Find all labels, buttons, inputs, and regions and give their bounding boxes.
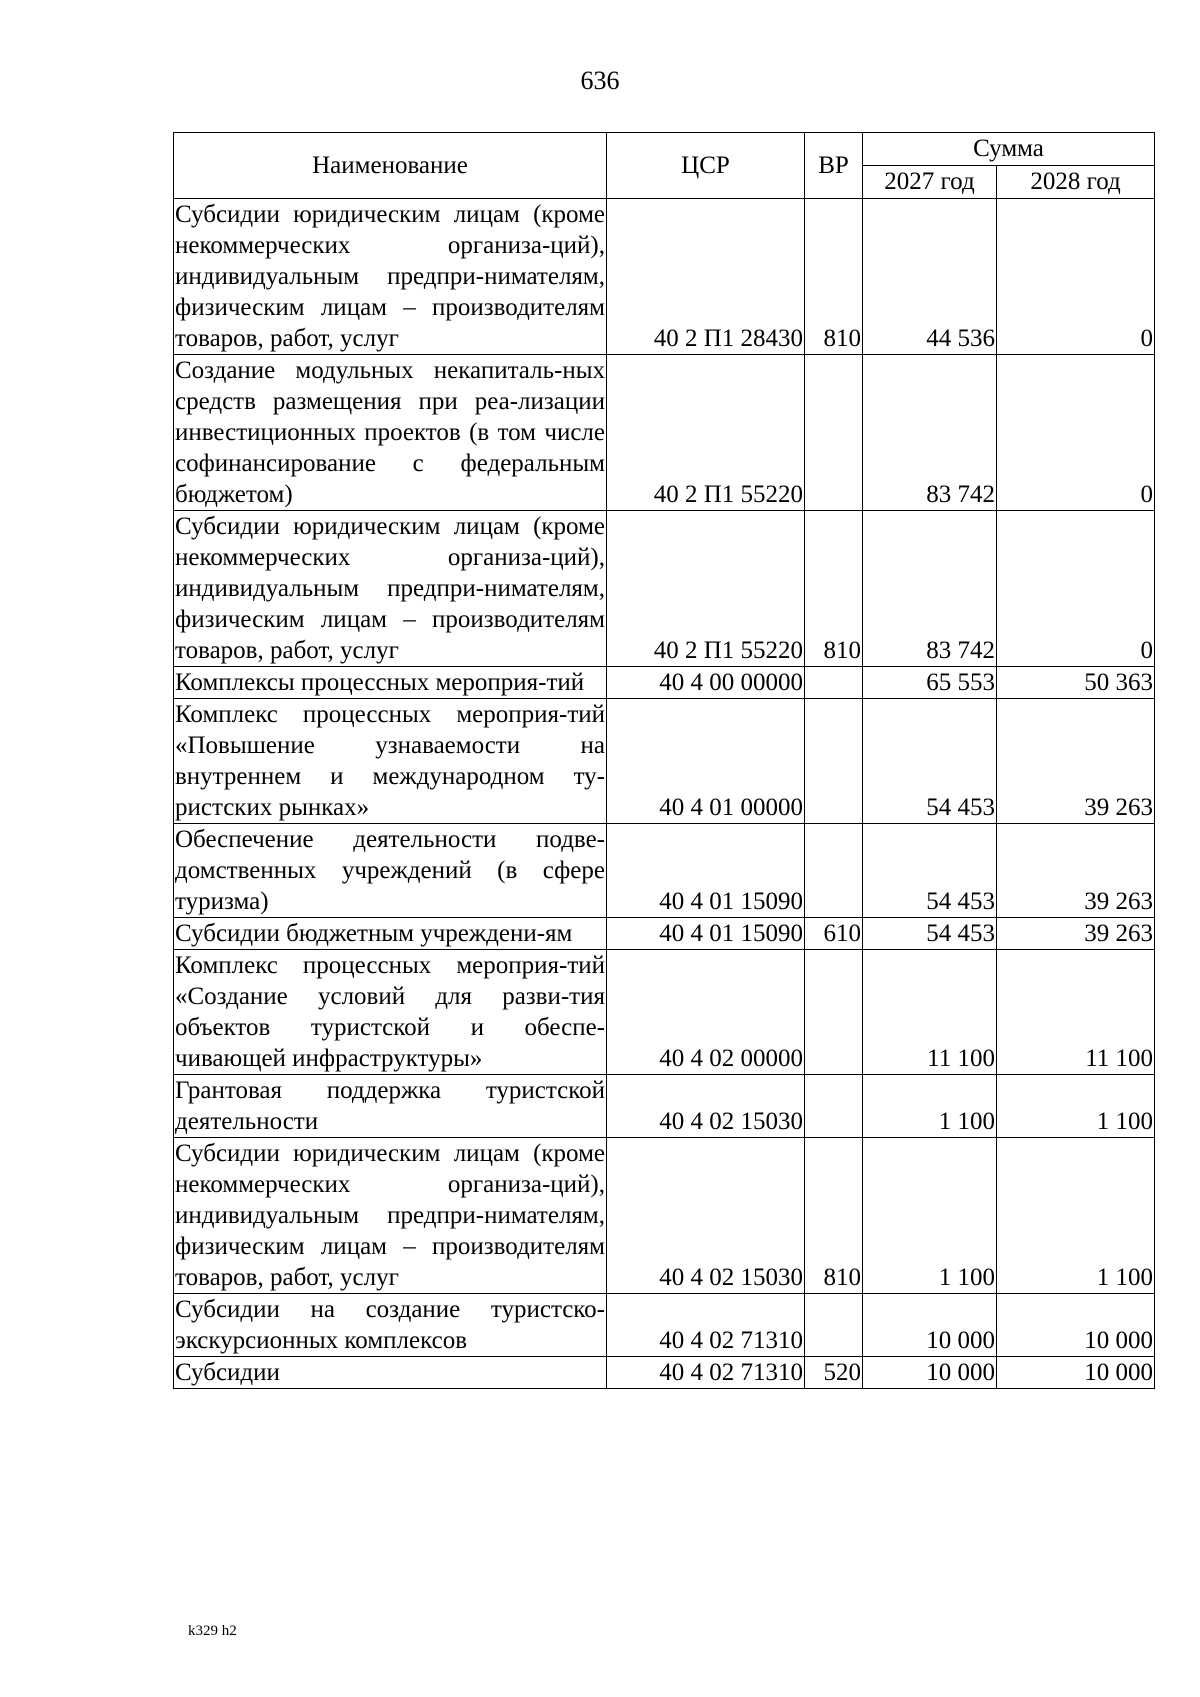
row-2027-cell: 10 000 xyxy=(863,1294,997,1357)
row-2027-cell: 65 553 xyxy=(863,667,997,699)
row-vr-cell xyxy=(805,950,863,1075)
table-row xyxy=(174,1294,1155,1357)
row-vr-cell xyxy=(805,1294,863,1357)
table-row xyxy=(174,1075,1155,1138)
row-csr-cell: 40 4 02 71310 xyxy=(607,1357,805,1389)
row-vr-cell: 810 xyxy=(805,511,863,667)
table-row xyxy=(174,355,1155,511)
budget-table xyxy=(173,132,1155,1389)
row-2028-cell: 0 xyxy=(997,355,1155,511)
row-2027-cell: 11 100 xyxy=(863,950,997,1075)
row-vr-cell: 520 xyxy=(805,1357,863,1389)
row-vr-cell xyxy=(805,1075,863,1138)
row-csr-cell: 40 4 02 00000 xyxy=(607,950,805,1075)
row-2027-cell: 44 536 xyxy=(863,199,997,355)
row-2028-cell: 10 000 xyxy=(997,1357,1155,1389)
row-csr-cell: 40 2 П1 55220 xyxy=(607,355,805,511)
row-name-cell: Создание модульных некапиталь-ных средств размещения при реа-лизации инвестиционных проектов (в том числе софинансирование с федеральным бюджетом) xyxy=(174,355,607,511)
table-row xyxy=(174,824,1155,918)
table-row xyxy=(174,511,1155,667)
row-name-cell: Субсидии юридическим лицам (кроме некоммерческих организа-ций), индивидуальным предпри-нимателям, физическим лицам – производителям товаров, работ, услуг xyxy=(174,1138,607,1294)
row-vr-cell xyxy=(805,824,863,918)
page-number: 636 xyxy=(580,66,620,95)
row-csr-cell: 40 4 01 00000 xyxy=(607,699,805,824)
header-name: Наименование xyxy=(174,133,607,199)
row-2027-cell: 1 100 xyxy=(863,1075,997,1138)
header-vr: ВР xyxy=(805,133,863,199)
row-name-cell: Комплексы процессных мероприя-тий xyxy=(174,667,607,699)
row-2028-cell: 39 263 xyxy=(997,699,1155,824)
row-csr-cell: 40 4 01 15090 xyxy=(607,918,805,950)
row-vr-cell: 810 xyxy=(805,199,863,355)
row-name-cell: Грантовая поддержка туристской деятельности xyxy=(174,1075,607,1138)
row-vr-cell xyxy=(805,667,863,699)
table-row xyxy=(174,918,1155,950)
table-row xyxy=(174,699,1155,824)
row-name-cell: Субсидии юридическим лицам (кроме некоммерческих организа-ций), индивидуальным предпри-нимателям, физическим лицам – производителям товаров, работ, услуг xyxy=(174,511,607,667)
table-row xyxy=(174,950,1155,1075)
table-body xyxy=(174,199,1155,1389)
table-row xyxy=(174,199,1155,355)
row-csr-cell: 40 4 02 15030 xyxy=(607,1075,805,1138)
row-2028-cell: 11 100 xyxy=(997,950,1155,1075)
row-name-cell: Субсидии юридическим лицам (кроме некоммерческих организа-ций), индивидуальным предпри-нимателям, физическим лицам – производителям товаров, работ, услуг xyxy=(174,199,607,355)
row-2028-cell: 1 100 xyxy=(997,1138,1155,1294)
row-csr-cell: 40 4 02 71310 xyxy=(607,1294,805,1357)
row-2027-cell: 83 742 xyxy=(863,511,997,667)
row-2028-cell: 0 xyxy=(997,511,1155,667)
row-csr-cell: 40 4 01 15090 xyxy=(607,824,805,918)
header-sum: Сумма xyxy=(863,133,1155,166)
table-row xyxy=(174,1138,1155,1294)
row-csr-cell: 40 2 П1 28430 xyxy=(607,199,805,355)
row-csr-cell: 40 4 00 00000 xyxy=(607,667,805,699)
row-name-cell: Субсидии на создание туристско-экскурсионных комплексов xyxy=(174,1294,607,1357)
row-2028-cell: 10 000 xyxy=(997,1294,1155,1357)
row-2028-cell: 39 263 xyxy=(997,824,1155,918)
row-2027-cell: 54 453 xyxy=(863,824,997,918)
row-2027-cell: 10 000 xyxy=(863,1357,997,1389)
header-year-2028: 2028 год xyxy=(997,166,1155,199)
row-2028-cell: 0 xyxy=(997,199,1155,355)
row-name-cell: Субсидии xyxy=(174,1357,607,1389)
row-vr-cell xyxy=(805,699,863,824)
row-2028-cell: 1 100 xyxy=(997,1075,1155,1138)
header-csr: ЦСР xyxy=(607,133,805,199)
row-2027-cell: 54 453 xyxy=(863,699,997,824)
row-name-cell: Комплекс процессных мероприя-тий «Повышение узнаваемости на внутреннем и международном ту-ристских рынках» xyxy=(174,699,607,824)
row-2027-cell: 1 100 xyxy=(863,1138,997,1294)
row-2028-cell: 39 263 xyxy=(997,918,1155,950)
row-vr-cell xyxy=(805,355,863,511)
row-vr-cell: 810 xyxy=(805,1138,863,1294)
row-csr-cell: 40 4 02 15030 xyxy=(607,1138,805,1294)
row-2027-cell: 83 742 xyxy=(863,355,997,511)
table-row xyxy=(174,667,1155,699)
row-2027-cell: 54 453 xyxy=(863,918,997,950)
row-name-cell: Комплекс процессных мероприя-тий «Создание условий для разви-тия объектов туристской и обеспе-чивающей инфраструктуры» xyxy=(174,950,607,1075)
footer-code: k329 h2 xyxy=(188,1623,237,1639)
table-row xyxy=(174,1357,1155,1389)
row-csr-cell: 40 2 П1 55220 xyxy=(607,511,805,667)
header-year-2027: 2027 год xyxy=(863,166,997,199)
row-vr-cell: 610 xyxy=(805,918,863,950)
row-name-cell: Субсидии бюджетным учреждени-ям xyxy=(174,918,607,950)
row-2028-cell: 50 363 xyxy=(997,667,1155,699)
row-name-cell: Обеспечение деятельности подве-домственных учреждений (в сфере туризма) xyxy=(174,824,607,918)
